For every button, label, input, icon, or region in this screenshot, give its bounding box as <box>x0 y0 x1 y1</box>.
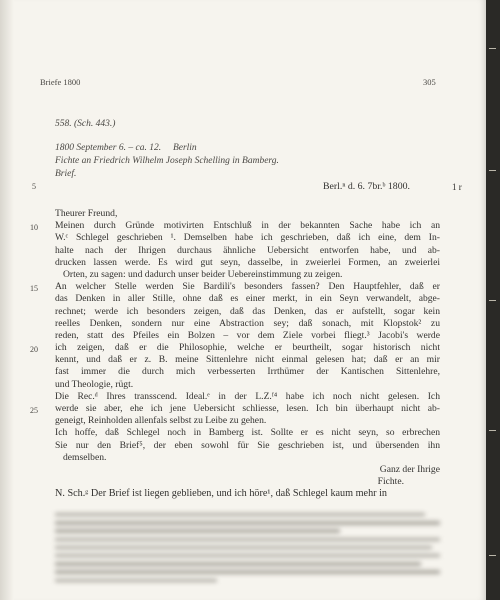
closing: Ganz der Ihrige <box>379 463 440 475</box>
line-number: 5 <box>32 182 36 191</box>
text-line: Sie nur den Brief⁵, der eben sowohl für Sie geschrieben ist, und übersenden ihn <box>55 439 440 451</box>
text-line: ich zeigen, daß er die Philosophie, welche er beurtheilt, sogar historisch nicht <box>55 342 440 354</box>
dateline: Berl.ⁿ d. 6. 7br.ᵇ 1800. <box>323 181 410 192</box>
salutation: Theurer Freund, <box>55 208 118 219</box>
line-number: 15 <box>30 284 38 293</box>
text-line: An welcher Stelle werden Sie Bardili's besonders fassen? Den Hauptfehler, daß er <box>55 281 440 293</box>
text-line: Die Rec.ᵈ Ihres transscend. Ideal.ᵉ in der L.Z.ᶠ⁴ habe ich noch nicht gelesen. Ich <box>55 390 440 402</box>
page-number: 305 <box>423 77 436 87</box>
text-line: drucken lassen werde. Es wird gut seyn, dasselbe, in zweierlei Formen, an zweierlei <box>55 256 440 268</box>
entry-addressee: Fichte an Friedrich Wilhelm Joseph Schelling in Bamberg. <box>55 156 279 166</box>
postscript: N. Sch.ᵍ Der Brief ist liegen geblieben, und ich höre¹, daß Schlegel kaum mehr in <box>55 488 388 499</box>
line-number: 10 <box>30 223 38 232</box>
running-head-left: Briefe 1800 <box>40 77 81 87</box>
entry-number: 558. (Sch. 443.) <box>55 119 116 129</box>
text-line: das Denken in aller Stille, ohne daß es einer merkt, in ein Seyn verwandelt, abge- <box>55 293 440 305</box>
text-line: Meinen durch Gründe motivirten Entschluß in der bekannten Sache habe ich an <box>55 220 440 232</box>
line-number: 20 <box>30 345 38 354</box>
text-line: halte nach der Ihrigen durchaus ähnliche Uebersicht entworfen habe, und ab- <box>55 244 440 256</box>
text-line: fast immer die durch mich verbesserten Irrthümer der Kantischen Sittenlehre, <box>55 366 440 378</box>
line-number: 25 <box>30 406 38 415</box>
text-line: demselben. <box>63 451 107 463</box>
signature: Fichte. <box>377 476 404 488</box>
entry-date-place: 1800 September 6. – ca. 12. Berlin <box>55 143 197 153</box>
text-line: kennt, und daß er z. B. meine Sittenlehre nicht einmal gelesen hat; daß er an mir <box>55 354 440 366</box>
text-line: werde sie aber, ehe ich jene Uebersicht schliesse, lesen. Ich bin überhaupt nicht ab- <box>55 403 440 414</box>
scan-edge <box>486 0 500 600</box>
text-line: W.ᶜ Schlegel geschrieben ¹. Demselben habe ich geschrieben, daß ich eine, dem In- <box>55 232 440 244</box>
entry-type: Brief. <box>55 169 77 179</box>
folio-sidenote: 1 r <box>452 182 462 192</box>
text-line: Ich hoffe, daß Schlegel noch in Bamberg ist. Sollte er es nicht seyn, so erbrechen <box>55 427 440 439</box>
text-line: rechnet; werde ich besonders zeigen, daß das Denken, das er aufstellt, sogar kein <box>55 305 440 317</box>
page-gutter <box>0 0 14 600</box>
text-line: und Theologie, rügt. <box>55 378 134 390</box>
text-line: reden, statt des Pfeiles ein Bolzen – vor dem Ziele vorbei fliegt.³ Jacobi's werde <box>55 329 440 341</box>
footnotes-blurred <box>55 513 440 587</box>
text-line: reelles Denken, sondern nur eine Abstraction sey; daß sonach, mit Klopstok² zu <box>55 317 440 329</box>
text-line: geneigt, Reinholden allenfals selbst zu Leibe zu gehen. <box>55 415 267 427</box>
letter-body <box>55 208 440 488</box>
text-line: Orten, zu sagen: und dadurch unser beider Uebereinstimmung zu zeigen. <box>63 268 343 280</box>
